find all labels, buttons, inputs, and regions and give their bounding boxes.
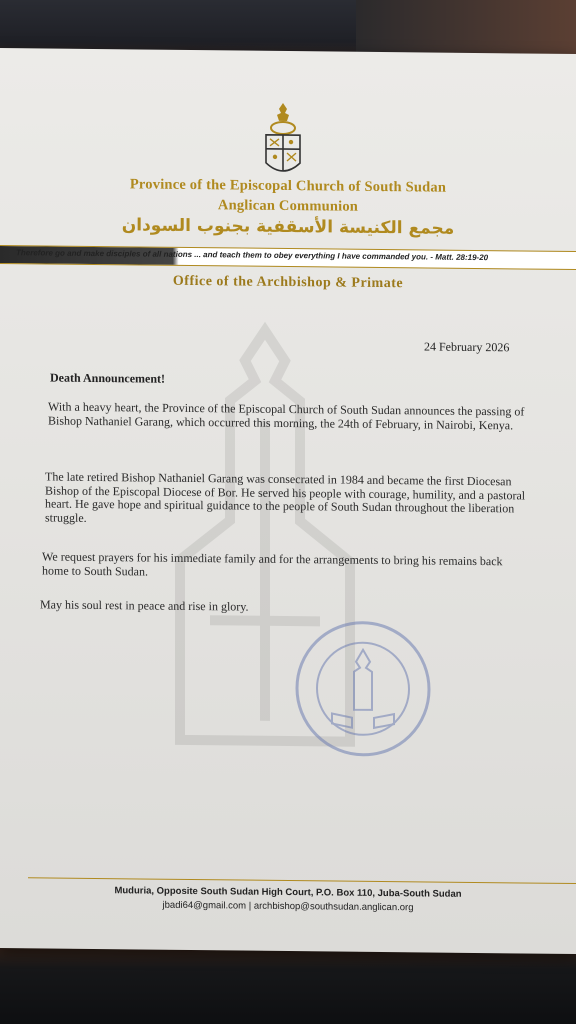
letter-heading: Death Announcement! bbox=[50, 370, 166, 386]
org-name: Province of the Episcopal Church of South Sudan bbox=[129, 176, 447, 196]
letter-paragraph: With a heavy heart, the Province of the Episcopal Church of South Sudan announces the passing of Bishop Nathaniel Garang, which occurred this morning, the 24th of February, in Nairobi, Kenya. bbox=[48, 399, 525, 432]
motto-text: Therefore go and make disciples of all nations ... and teach them to obey everything I have commanded you. - Matt. 28:19-20 bbox=[16, 248, 489, 263]
letter-paragraph: The late retired Bishop Nathaniel Garang was consecrated in 1984 and became the first Diocesan Bishop of the Episcopal Diocese of Bor. He served his people with courage, humility, and a pastoral heart. He gave hope and spiritual guidance to the people of South Sudan throughout the liberation struggle. bbox=[45, 469, 526, 525]
official-stamp-seal bbox=[292, 617, 434, 760]
footer-address: Muduria, Opposite South Sudan High Court, P.O. Box 110, Juba-South Sudan bbox=[114, 885, 462, 900]
church-crest-icon bbox=[258, 101, 308, 182]
communion-name: Anglican Communion bbox=[217, 197, 359, 215]
footer-contacts: jbadi64@gmail.com | archbishop@southsudan.anglican.org bbox=[162, 899, 414, 914]
letter-paragraph: We request prayers for his immediate family and for the arrangements to bring his remains back home to South Sudan. bbox=[42, 549, 503, 579]
office-title: Office of the Archbishop & Primate bbox=[172, 273, 404, 292]
letter-date: 24 February 2026 bbox=[424, 339, 510, 355]
arabic-org-name: مجمع الكنيسة الأسقفية بجنوب السودان bbox=[121, 215, 455, 239]
letter-paper bbox=[0, 48, 576, 954]
letterhead bbox=[0, 98, 576, 239]
footer-divider bbox=[28, 877, 576, 884]
letter-paragraph: May his soul rest in peace and rise in glory. bbox=[40, 597, 249, 614]
